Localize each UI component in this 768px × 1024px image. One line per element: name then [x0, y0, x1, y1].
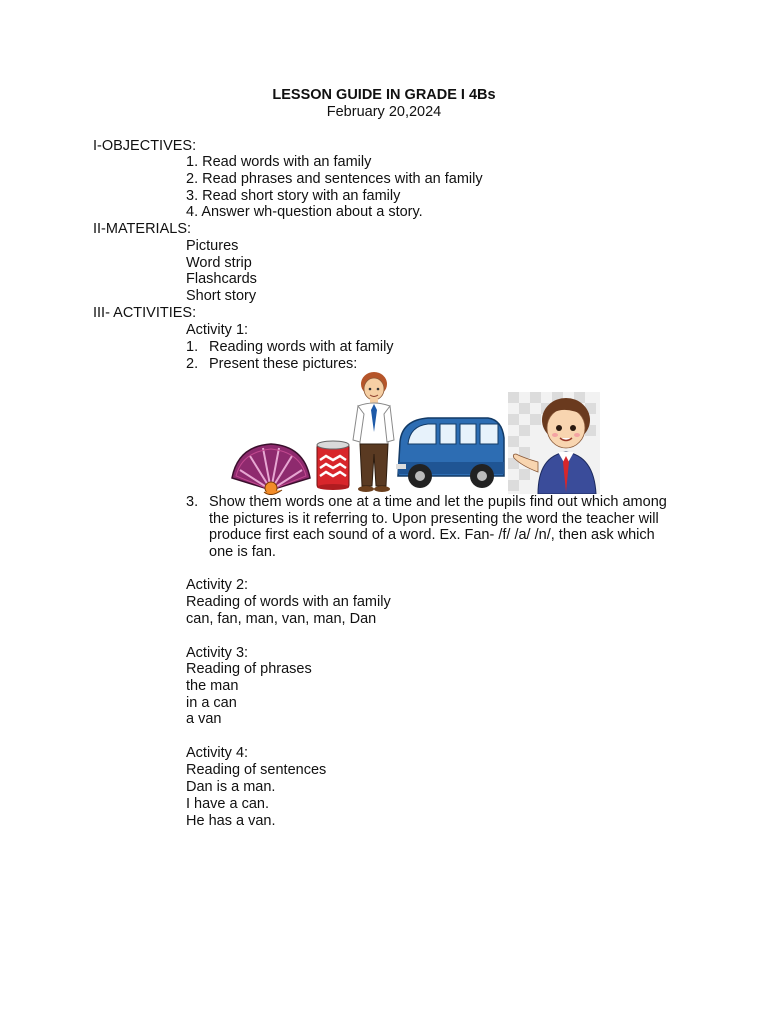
boy-icon	[508, 392, 600, 494]
man-icon	[348, 370, 398, 494]
activity3-line: Reading of phrases	[186, 661, 312, 677]
step-text: Show them words one at a time and let the pupils find out which among the pictures is it referring to. Upon presenting the word the teacher will produce first each sound of a word. Ex. Fan- /f/ /a/ /n/, then ask which one is fan.	[209, 494, 667, 560]
activity1-label: Activity 1:	[186, 322, 249, 338]
van-icon	[394, 414, 506, 494]
document-title: LESSON GUIDE IN GRADE I 4Bs	[272, 87, 496, 103]
material-item: Flashcards	[186, 271, 257, 287]
step-number: 3.	[186, 494, 199, 510]
materials-heading: II-MATERIALS:	[93, 221, 192, 237]
step-text: Present these pictures:	[209, 356, 358, 372]
activity4-line: He has a van.	[186, 813, 276, 829]
can-icon	[316, 440, 350, 492]
activity2-label: Activity 2:	[186, 577, 249, 593]
activity3-line: a van	[186, 711, 222, 727]
step-text: Reading words with at family	[209, 339, 394, 355]
step-number: 1.	[186, 339, 199, 355]
pictures-row	[228, 370, 600, 494]
activity2-line: Reading of words with an family	[186, 594, 391, 610]
document-date: February 20,2024	[326, 104, 442, 120]
activity3-line: the man	[186, 678, 239, 694]
activity3-label: Activity 3:	[186, 645, 249, 661]
activity4-label: Activity 4:	[186, 745, 249, 761]
activity2-line: can, fan, man, van, man, Dan	[186, 611, 377, 627]
activity4-line: Dan is a man.	[186, 779, 276, 795]
material-item: Short story	[186, 288, 257, 304]
objective-item: 3. Read short story with an family	[186, 188, 401, 204]
objective-item: 4. Answer wh-question about a story.	[186, 204, 423, 220]
objective-item: 1. Read words with an family	[186, 154, 372, 170]
step-number: 2.	[186, 356, 199, 372]
activity3-line: in a can	[186, 695, 237, 711]
material-item: Word strip	[186, 255, 252, 271]
activity4-line: I have a can.	[186, 796, 270, 812]
activity4-line: Reading of sentences	[186, 762, 327, 778]
objectives-heading: I-OBJECTIVES:	[93, 138, 197, 154]
fan-icon	[230, 440, 312, 495]
material-item: Pictures	[186, 238, 239, 254]
objective-item: 2. Read phrases and sentences with an family	[186, 171, 483, 187]
activities-heading: III- ACTIVITIES:	[93, 305, 197, 321]
